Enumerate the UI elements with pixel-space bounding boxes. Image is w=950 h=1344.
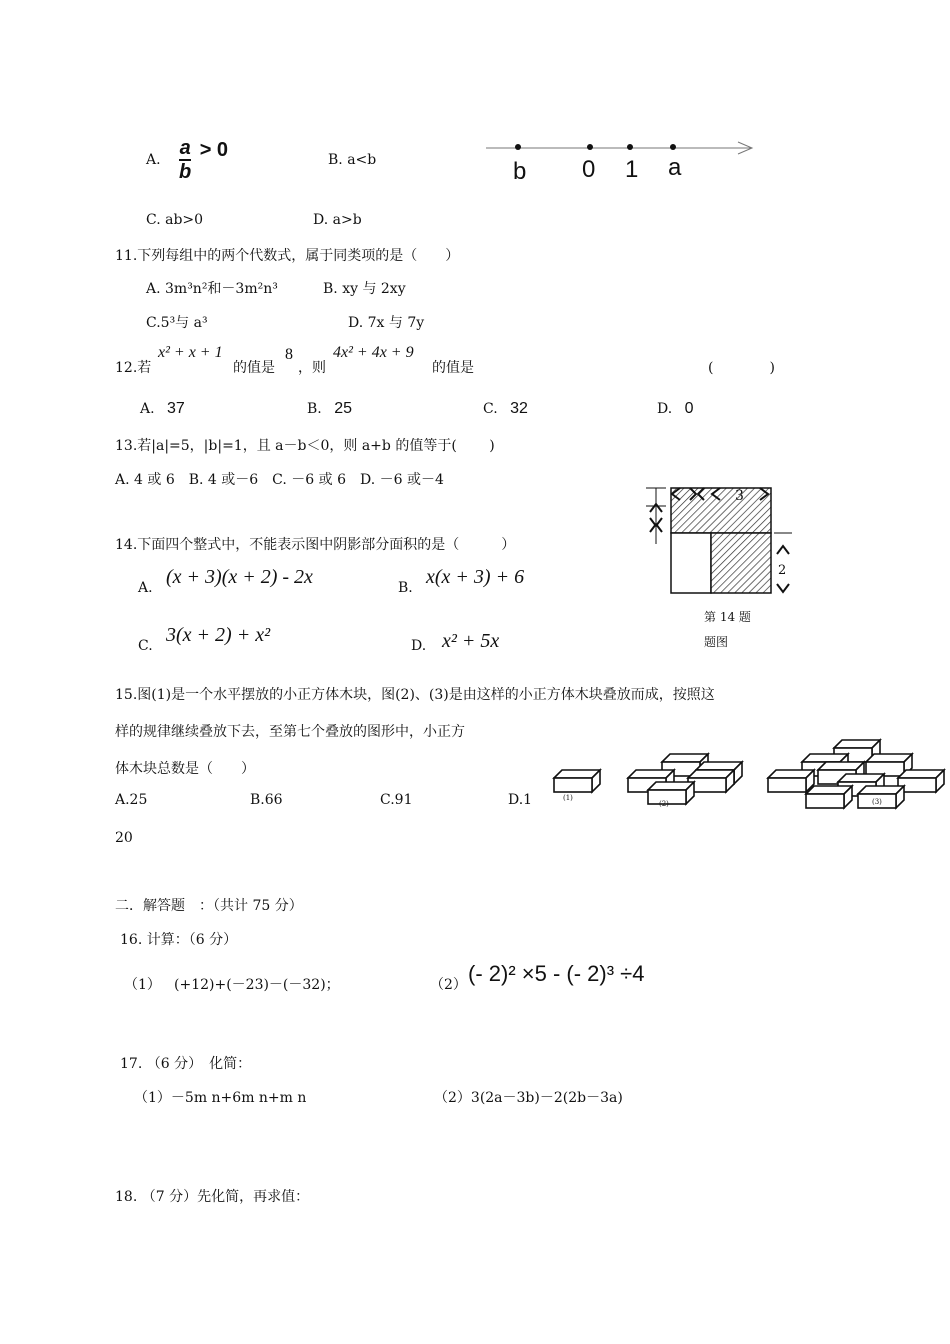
q11-option-c: C.5³与 a³ [146,315,208,331]
q14-option-c: 3(x + 2) + x² [166,624,271,646]
q11-option-d: D. 7x 与 7y [348,315,425,331]
q12-expression-1: x² + x + 1 [158,344,223,361]
q14-option-d-label: D. [411,638,427,654]
section-2-title: 二．解答题 ：（共计 75 分） [115,898,303,914]
q11-option-a: A. 3m³n²和－3m²n³ [146,281,278,297]
q12-option-c-value: 32 [510,400,528,417]
q11-option-b: B. xy 与 2xy [323,281,406,297]
q12-mid-1: 的值是 [233,360,275,376]
q14-figure-label-2: 2 [778,563,787,578]
q12-answer-paren: ( ) [708,360,775,376]
q12-option-d [657,400,694,418]
q14-shaded-top [671,488,771,533]
q10-option-d: D. a>b [313,212,362,228]
q17-part1: （1）－5m n+6m n+m n [134,1090,307,1106]
q14-caption-line1: 第 14 题 [704,610,751,624]
q15-line2: 样的规律继续叠放下去，至第七个叠放的图形中，小正方 [115,724,465,740]
number-line-label-b: b [513,158,527,185]
q12-option-c [483,400,528,418]
q14-option-b-label: B. [398,580,413,596]
q12-expression-2: 4x² + 4x + 9 [333,344,414,361]
q13-stem: 13.若|a|=5，|b|=1，且 a－b＜0，则 a+b 的值等于( ) [115,438,495,454]
q12-option-c-label: C. [483,401,498,417]
q15-line1: 15.图(1)是一个水平摆放的小正方体木块，图(2)、(3)是由这样的小正方体木块叠放而成，按照这 [115,687,715,703]
q12-mid-2: ，则 [298,360,326,376]
number-line-point-1 [627,144,633,150]
q14-caption-line2: 题图 [704,635,729,649]
q15-option-c: C.91 [380,792,413,808]
q10-option-b: B. a<b [328,152,377,168]
q15-option-a: A.25 [115,792,148,808]
q15-option-d-part2: 20 [115,830,133,846]
q12-value: 8 [285,346,293,363]
q12-option-b-label: B. [307,401,322,417]
q14-option-d: x² + 5x [442,630,500,652]
q15-fig-label-1: (1) [563,794,573,802]
q16-part1: (+12)+(－23)－(－32)； [174,977,340,993]
q10-fraction-denominator: b [179,161,192,183]
q12-option-a-label: A. [140,401,155,417]
q12-option-d-label: D. [657,401,673,417]
q13-options: A. 4 或 6 B. 4 或－6 C. －6 或 6 D. －6 或－4 [115,472,444,488]
q14-option-a-label: A. [138,580,153,596]
q10-option-a [146,138,228,182]
q12-option-b [307,400,352,418]
q12-option-b-value: 25 [334,400,352,417]
q12-prefix: 12.若 [115,360,152,376]
q11-stem: 11.下列每组中的两个代数式，属于同类项的是（ ） [115,248,460,264]
q10-fraction-numerator: a [179,137,191,159]
q15-option-b: B.66 [250,792,283,808]
q10-option-a-relation: > 0 [199,138,229,161]
q15-option-d-part1: D.1 [508,792,533,808]
q14-figure-label-3: 3 [735,488,744,504]
number-line-label-1: 1 [625,156,639,183]
q12-option-d-value: 0 [684,400,694,417]
q15-cube-figures [548,738,948,810]
q15-line3: 体木块总数是（ ） [115,761,255,777]
number-line-point-b [515,144,521,150]
q14-figure [640,482,800,602]
q14-white-square [671,533,711,593]
q16-part2-label: （2） [430,977,467,993]
q10-option-a-fraction [179,138,191,182]
q14-shaded-right [711,533,771,593]
number-line-label-a: a [668,154,682,181]
q15-fig-label-2: (2) [659,800,669,808]
q12-option-a [140,400,185,418]
q14-option-b: x(x + 3) + 6 [426,566,525,588]
q10-option-c: C. ab>0 [146,212,204,228]
number-line-point-0 [587,144,593,150]
q14-option-a: (x + 3)(x + 2) - 2x [166,566,313,588]
q16-stem: 16. 计算：（6 分） [120,932,238,948]
q14-option-c-label: C. [138,638,153,654]
q12-option-a-value: 37 [167,400,185,417]
q17-part2: （2）3(2a－3b)－2(2b－3a) [434,1090,623,1106]
q15-fig-label-3: (3) [872,798,882,806]
q12-suffix: 的值是 [432,360,474,376]
number-line-point-a [670,144,676,150]
q14-stem: 14.下面四个整式中，不能表示图中阴影部分面积的是（ ） [115,537,516,553]
number-line-label-0: 0 [582,156,596,183]
q18-stem: 18. （7 分）先化简，再求值： [115,1189,310,1205]
q17-stem: 17. （6 分） 化简： [120,1056,252,1072]
q10-option-a-label: A. [146,152,161,168]
q16-part2: (- 2)² ×5 - (- 2)³ ÷4 [468,961,645,986]
q16-part1-label: （1） [124,977,161,993]
